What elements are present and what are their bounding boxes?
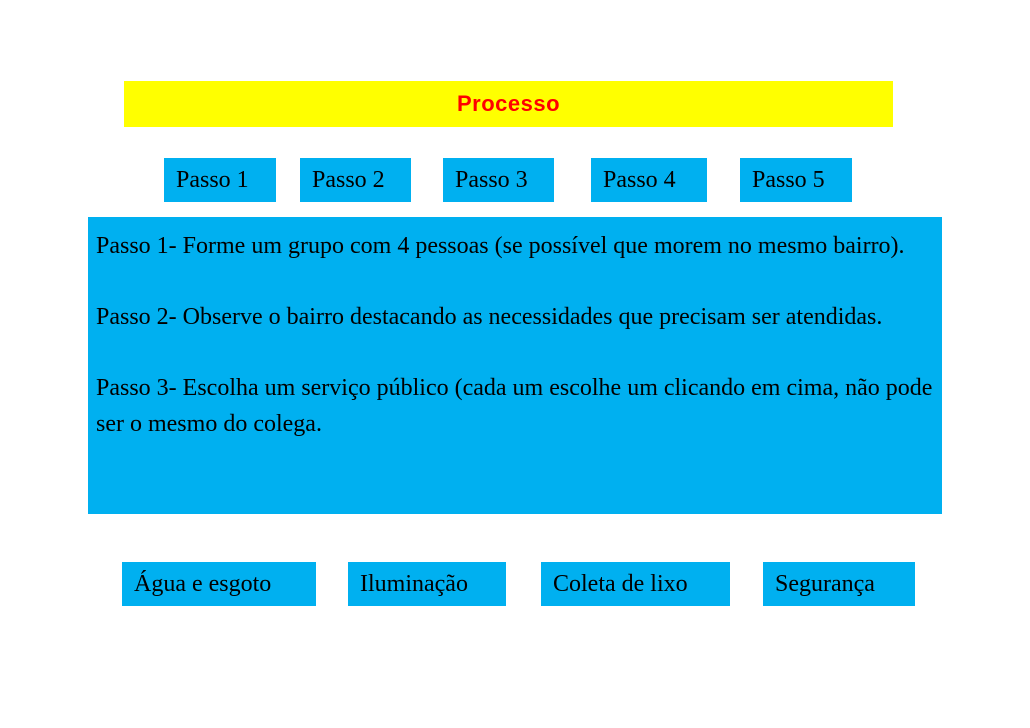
step-2-button[interactable]: Passo 2 xyxy=(300,158,411,202)
service-water-sewage-button[interactable]: Água e esgoto xyxy=(122,562,316,606)
instruction-step-3: Passo 3- Escolha um serviço público (cada um escolhe um clicando em cima, não pode ser o mesmo do colega. xyxy=(96,375,933,437)
step-5-button[interactable]: Passo 5 xyxy=(740,158,852,202)
service-lighting-button[interactable]: Iluminação xyxy=(348,562,506,606)
instruction-step-2: Passo 2- Observe o bairro destacando as necessidades que precisam ser atendidas. xyxy=(96,304,883,330)
step-4-button[interactable]: Passo 4 xyxy=(591,158,707,202)
step-1-button[interactable]: Passo 1 xyxy=(164,158,276,202)
service-garbage-collection-button[interactable]: Coleta de lixo xyxy=(541,562,730,606)
instruction-step-1: Passo 1- Forme um grupo com 4 pessoas (se possível que morem no mesmo bairro). xyxy=(96,233,905,259)
page-title: Processo xyxy=(456,91,561,116)
title-banner xyxy=(124,81,893,127)
service-security-button[interactable]: Segurança xyxy=(763,562,915,606)
instructions-panel xyxy=(88,217,942,514)
step-3-button[interactable]: Passo 3 xyxy=(443,158,554,202)
